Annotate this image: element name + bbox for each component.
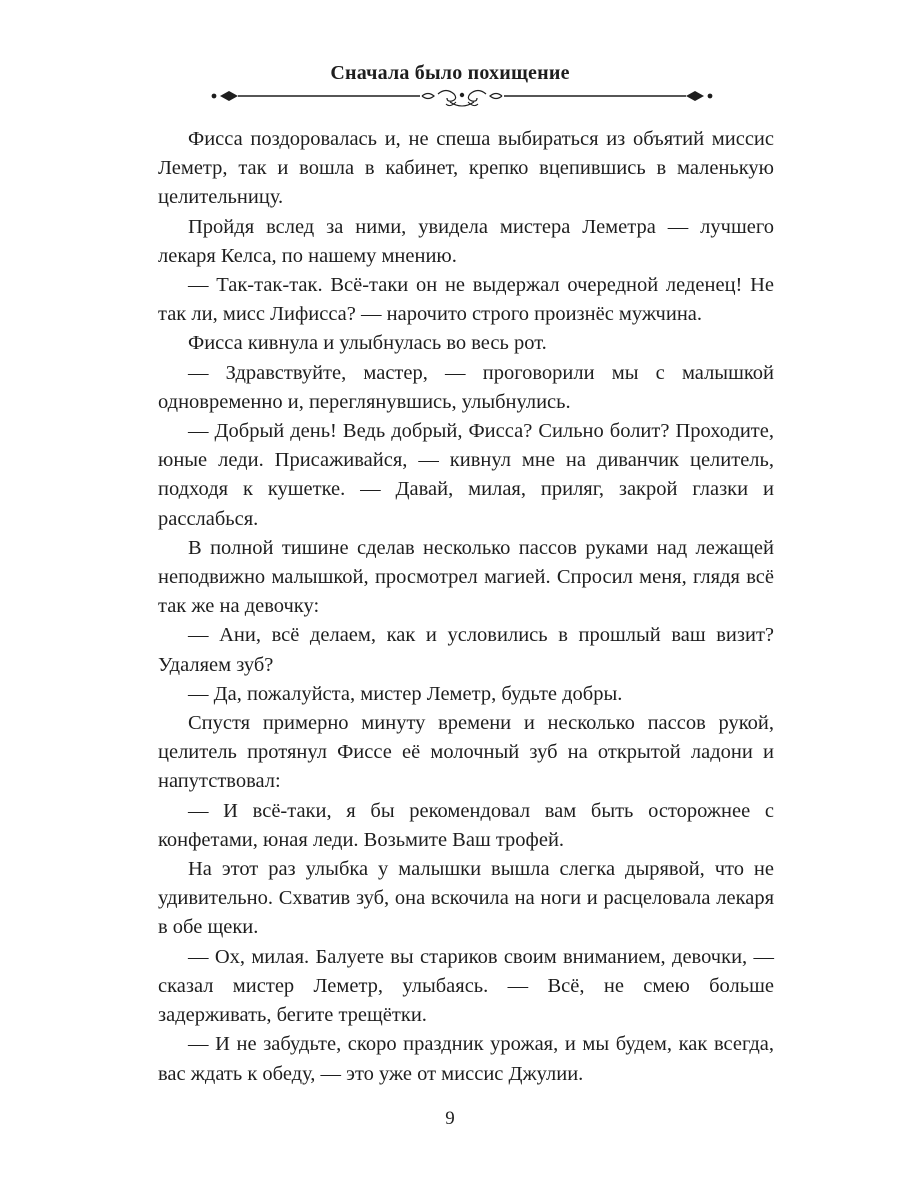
paragraph: — Да, пожалуйста, мистер Леметр, будьте добры. xyxy=(188,682,623,705)
paragraph: — Так-так-так. Всё-таки он не выдержал очередной леденец! Не так ли, мисс Лифисса? — нарочито строго произнёс мужчина. xyxy=(158,274,774,326)
chapter-body xyxy=(158,125,774,1089)
paragraph: — И не забудьте, скоро праздник урожая, и мы будем, как всегда, вас ждать к обеду, — это уже от миссис Джулии. xyxy=(158,1033,774,1085)
paragraph: Фисса кивнула и улыбнулась во весь рот. xyxy=(188,332,547,355)
paragraph: Спустя примерно минуту времени и несколько пассов рукой, целитель протянул Фиссе её молочный зуб на открытой ладони и напутствовал: xyxy=(158,712,774,793)
page-number: 9 xyxy=(445,1108,455,1129)
paragraph: На этот раз улыбка у малышки вышла слегка дырявой, что не удивительно. Схватив зуб, она вскочила на ноги и расцеловала лекаря в обе щеки. xyxy=(158,858,774,939)
paragraph: — Ани, всё делаем, как и условились в прошлый ваш визит? Удаляем зуб? xyxy=(158,624,774,676)
paragraph: — Здравствуйте, мастер, — проговорили мы с малышкой одновременно и, переглянувшись, улыбнулись. xyxy=(158,361,774,413)
paragraph: — Добрый день! Ведь добрый, Фисса? Сильно болит? Проходите, юные леди. Присаживайся, — кивнул мне на диванчик целитель, подходя к кушетке. — Давай, милая, приляг, закрой глазки и расслабься. xyxy=(158,420,774,530)
paragraph: Пройдя вслед за ними, увидела мистера Леметра — лучшего лекаря Келса, по нашему мнению. xyxy=(158,215,774,267)
paragraph: — И всё-таки, я бы рекомендовал вам быть осторожнее с конфетами, юная леди. Возьмите Ваш трофей. xyxy=(158,799,774,851)
running-title: Сначала было похищение xyxy=(330,62,570,84)
paragraph: В полной тишине сделав несколько пассов руками над лежащей неподвижно малышкой, просмотрел магией. Спросил меня, глядя всё так же на девочку: xyxy=(158,536,774,618)
paragraph: Фисса поздоровалась и, не спеша выбираться из объятий миссис Леметр, так и вошла в кабинет, крепко вцепившись в маленькую целительницу. xyxy=(158,128,774,209)
scroll-divider-icon xyxy=(210,84,714,114)
paragraph: — Ох, милая. Балуете вы стариков своим вниманием, девочки, — сказал мистер Леметр, улыбаясь. — Всё, не смею больше задерживать, бегите трещётки. xyxy=(158,945,774,1027)
